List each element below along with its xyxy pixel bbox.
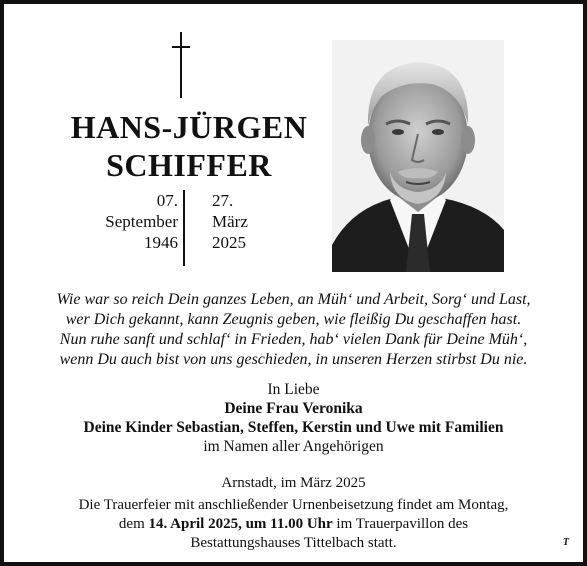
portrait-photo — [332, 40, 504, 272]
service-line-1: Die Trauerfeier mit anschließender Urnenbeisetzung findet am Montag, — [78, 497, 509, 513]
verse-line: Nun ruhe sanft und schlaf‘ in Frieden, hab‘ vielen Dank für Deine Müh‘, — [59, 331, 528, 348]
last-name: SCHIFFER — [106, 147, 272, 183]
deceased-name — [44, 108, 334, 184]
birth-date — [105, 190, 178, 253]
birth-year: 1946 — [144, 233, 178, 252]
service-line-3: Bestattungshauses Tittelbach statt. — [190, 535, 397, 551]
death-day: 27. — [212, 191, 234, 210]
place-date: Arnstadt, im März 2025 — [221, 475, 366, 491]
first-name: HANS-JÜRGEN — [70, 109, 308, 145]
mourners-block — [12, 380, 575, 456]
verse-line: wenn Du auch bist von uns geschieden, in unseren Herzen stirbst Du nie. — [59, 351, 528, 368]
cross-icon — [170, 32, 192, 98]
service-line-2 — [12, 515, 575, 534]
death-year: 2025 — [212, 233, 246, 252]
date-divider — [183, 190, 185, 266]
verse — [12, 290, 575, 370]
signoff-intro: In Liebe — [267, 381, 320, 398]
verse-line: Wie war so reich Dein ganzes Leben, an Müh‘ und Arbeit, Sorg‘ und Last, — [56, 291, 531, 308]
publisher-mark: T — [562, 537, 569, 548]
life-dates — [44, 190, 334, 266]
signoff-relatives: im Namen aller Angehörigen — [203, 438, 384, 455]
service-date-time: 14. April 2025, um 11.00 Uhr — [148, 516, 333, 532]
verse-line: wer Dich gekannt, kann Zeugnis geben, wie fleißig Du geschaffen hast. — [65, 311, 522, 328]
service-line-2-post: im Trauerpavillon des — [332, 516, 469, 532]
birth-month: September — [105, 212, 178, 231]
birth-day: 07. — [156, 191, 178, 210]
death-month: März — [212, 212, 248, 231]
signoff-children: Deine Kinder Sebastian, Steffen, Kerstin und Uwe mit Familien — [83, 419, 504, 436]
funeral-service-info — [12, 496, 575, 553]
death-date — [212, 190, 248, 253]
signoff-wife: Deine Frau Veronika — [224, 400, 363, 417]
service-line-2-pre: dem — [118, 516, 149, 532]
